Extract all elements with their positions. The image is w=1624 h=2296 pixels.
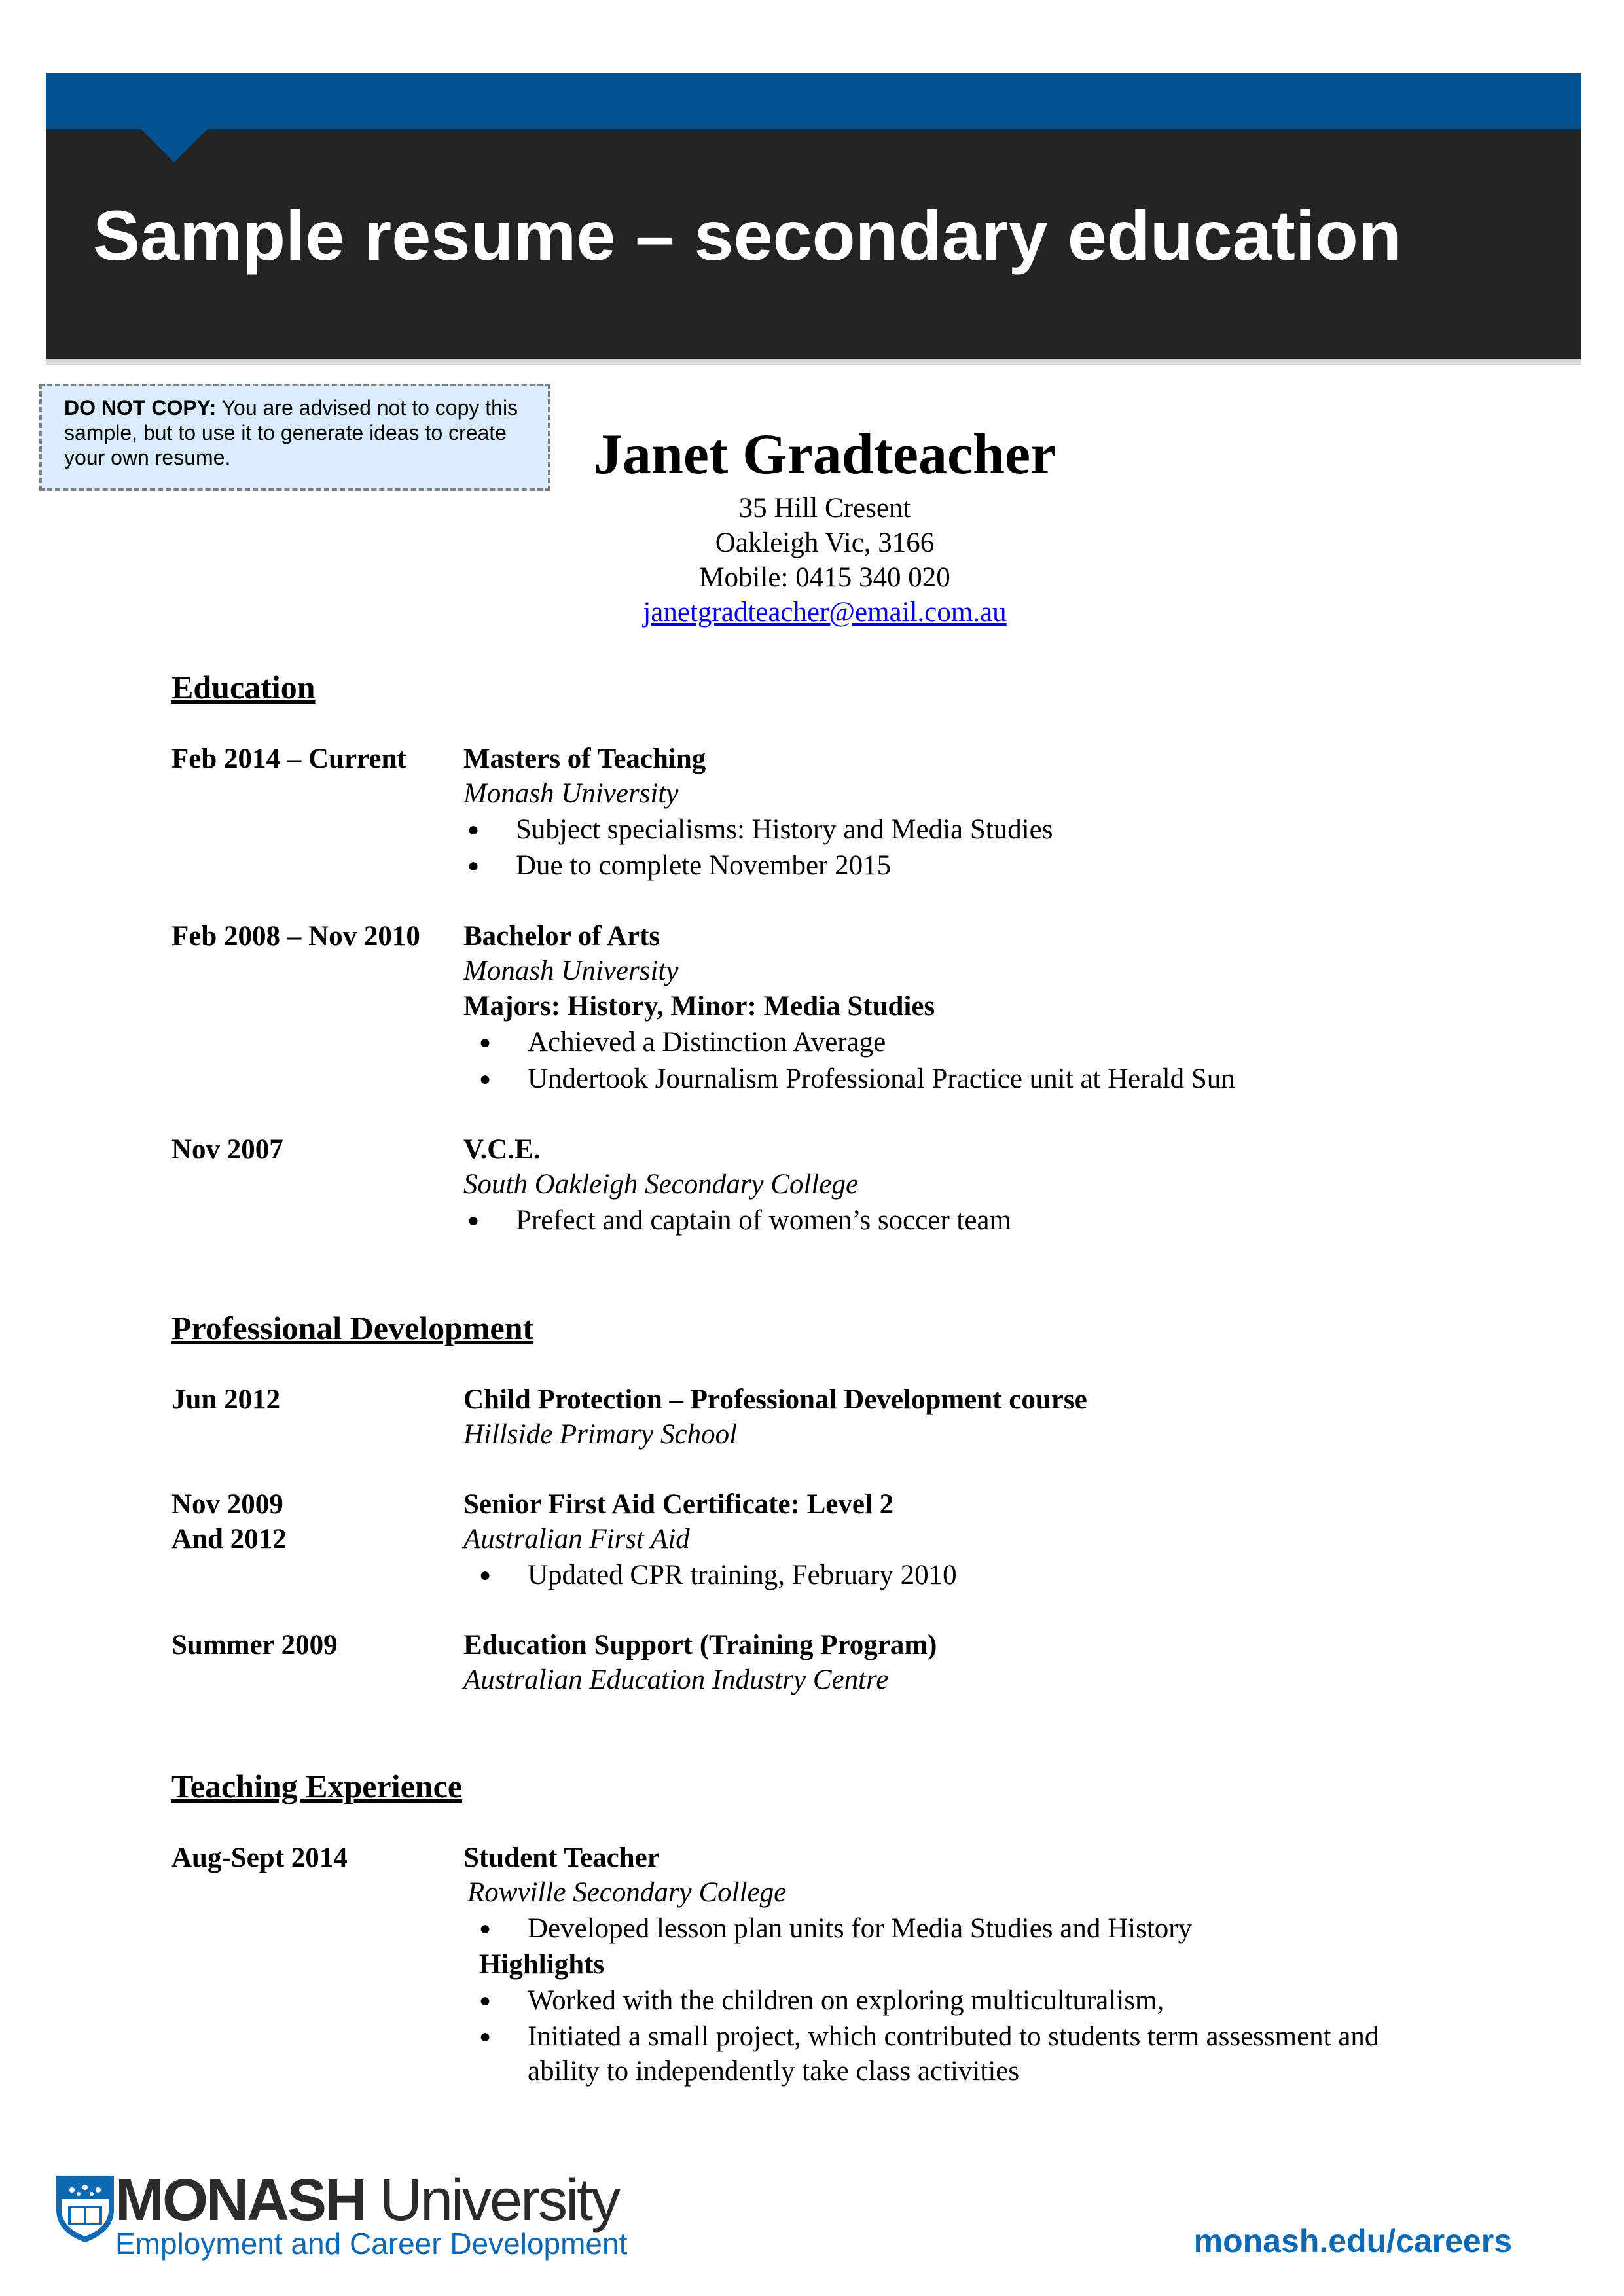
page-title: Sample resume – secondary education (93, 196, 1401, 275)
do-not-copy-notice (39, 384, 550, 491)
entry-title: Senior First Aid Certificate: Level 2 (463, 1489, 894, 1520)
entry-title: Student Teacher (463, 1842, 660, 1873)
entry-date: Summer 2009 (171, 1630, 338, 1660)
contact-block (563, 419, 1087, 630)
list-item: Updated CPR training, February 2010 (528, 1560, 957, 1590)
entry-title: Education Support (Training Program) (463, 1630, 937, 1660)
email-link[interactable]: janetgradteacher@email.com.au (643, 597, 1007, 628)
header-accent-bar (46, 73, 1581, 129)
entry-title: V.C.E. (463, 1134, 541, 1165)
entry-title: Bachelor of Arts (463, 921, 660, 952)
entry-date: Nov 2009 (171, 1489, 283, 1520)
brand-name-bold: MONASH (115, 2168, 365, 2233)
bullet-icon: ● (479, 2026, 492, 2047)
brand-name-light: University (365, 2168, 619, 2233)
entry-date: Jun 2012 (171, 1384, 281, 1415)
entry-date: Feb 2008 – Nov 2010 (171, 921, 420, 952)
entry-date: Aug-Sept 2014 (171, 1842, 348, 1873)
education-heading: Education (171, 669, 316, 706)
header-shadow (46, 359, 1581, 365)
entry-date: Feb 2014 – Current (171, 744, 406, 774)
entry-detail: Majors: History, Minor: Media Studies (463, 991, 935, 1022)
entry-institution: Monash University (463, 778, 679, 809)
mobile-number: Mobile: 0415 340 020 (699, 562, 950, 593)
bullet-icon: ● (479, 1564, 492, 1586)
address-street: 35 Hill Cresent (738, 493, 911, 524)
notice-label: DO NOT COPY: (64, 396, 217, 420)
entry-institution: Australian First Aid (463, 1524, 690, 1554)
bullet-icon: ● (479, 1031, 492, 1053)
bullet-icon: ● (467, 855, 480, 876)
bullet-icon: ● (467, 819, 480, 840)
list-item: Worked with the children on exploring multiculturalism, (528, 1985, 1164, 2016)
entry-institution: Rowville Secondary College (467, 1877, 787, 1908)
banner-notch-icon (140, 128, 208, 162)
list-item: Prefect and captain of women’s soccer team (516, 1205, 1011, 1236)
candidate-name: Janet Gradteacher (593, 423, 1056, 486)
entry-institution: Monash University (463, 956, 679, 986)
list-item: Achieved a Distinction Average (528, 1027, 886, 1058)
list-item: Undertook Journalism Professional Practice unit at Herald Sun (528, 1064, 1235, 1094)
entry-title: Child Protection – Professional Development course (463, 1384, 1087, 1415)
highlights-subheading: Highlights (479, 1949, 605, 1980)
experience-heading: Teaching Experience (171, 1768, 462, 1804)
list-item: Initiated a small project, which contributed to students term assessment and (528, 2021, 1379, 2052)
careers-link[interactable]: monash.edu/careers (1193, 2223, 1512, 2259)
entry-institution: Australian Education Industry Centre (463, 1664, 889, 1695)
development-heading: Professional Development (171, 1310, 534, 1346)
bullet-icon: ● (479, 1068, 492, 1090)
bullet-icon: ● (479, 1918, 492, 1939)
notice-text: You are advised not to copy this sample, but to use it to generate ideas to create your own resume. (64, 396, 518, 469)
monash-crest-icon (52, 2173, 118, 2244)
entry-institution: South Oakleigh Secondary College (463, 1169, 859, 1200)
brand-name (115, 2168, 619, 2233)
entry-date: Nov 2007 (171, 1134, 283, 1165)
bullet-icon: ● (479, 1990, 492, 2011)
address-suburb: Oakleigh Vic, 3166 (715, 528, 935, 558)
entry-date-second: And 2012 (171, 1524, 287, 1554)
list-item: Subject specialisms: History and Media Studies (516, 814, 1053, 845)
list-item: Due to complete November 2015 (516, 850, 892, 881)
bullet-icon: ● (467, 1210, 480, 1231)
entry-institution: Hillside Primary School (463, 1419, 738, 1450)
entry-title: Masters of Teaching (463, 744, 706, 774)
list-item-continuation: ability to independently take class activities (528, 2056, 1020, 2087)
list-item: Developed lesson plan units for Media Studies and History (528, 1913, 1193, 1944)
department-name: Employment and Career Development (115, 2227, 628, 2261)
